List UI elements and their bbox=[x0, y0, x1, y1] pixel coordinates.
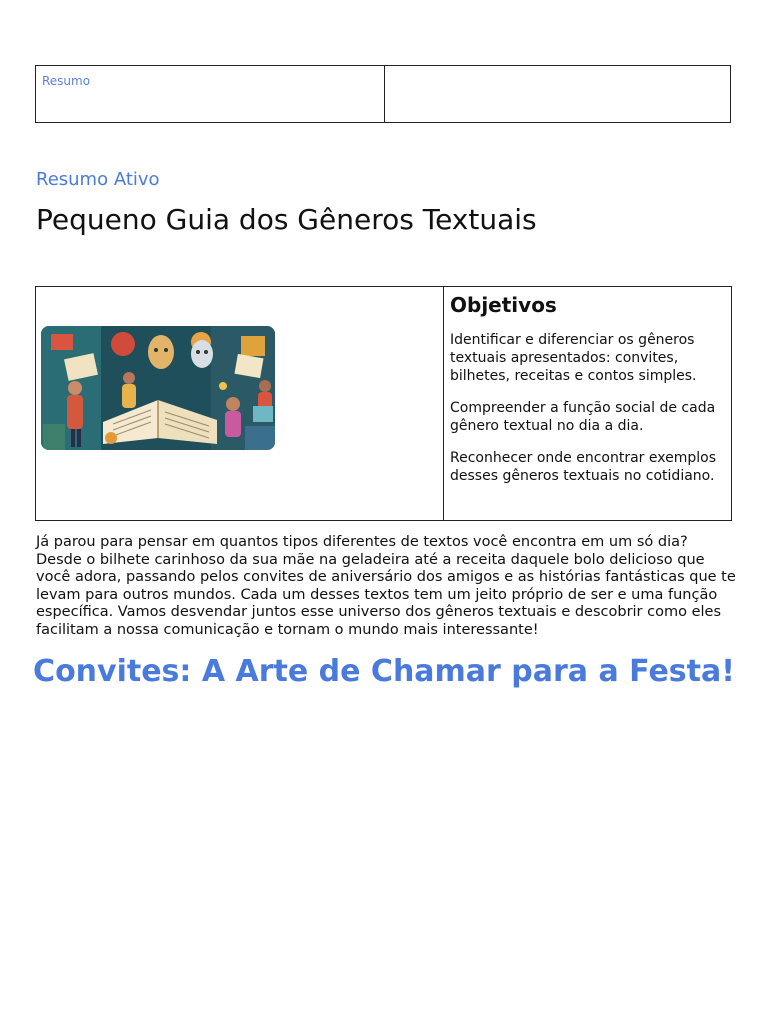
objective-item: Identificar e diferenciar os gêneros textuais apresentados: convites, bilhetes, receitas e contos simples. bbox=[450, 332, 697, 384]
objective-item: Reconhecer onde encontrar exemplos desses gêneros textuais no cotidiano. bbox=[450, 450, 716, 484]
section-heading: Convites: A Arte de Chamar para a Festa! bbox=[33, 654, 735, 689]
header-cell-left bbox=[36, 66, 385, 122]
objectives-table bbox=[35, 286, 732, 521]
objective-item: Compreender a função social de cada gênero textual no dia a dia. bbox=[450, 400, 716, 434]
objectives-cell bbox=[444, 287, 731, 520]
header-table bbox=[35, 65, 731, 123]
kicker-label: Resumo Ativo bbox=[36, 169, 160, 190]
page-title: Pequeno Guia dos Gêneros Textuais bbox=[36, 203, 537, 236]
header-label: Resumo bbox=[42, 74, 91, 88]
illustration-image bbox=[41, 326, 275, 450]
illustration-cell bbox=[36, 287, 444, 520]
header-cell-right bbox=[385, 66, 730, 122]
intro-paragraph: Já parou para pensar em quantos tipos diferentes de textos você encontra em um só dia? Desde o bilhete carinhoso da sua mãe na geladeira até a receita daquele bolo delicioso que você adora, passando pelos convites de aniversário dos amigos e as histórias fantásticas que te levam para outros mundos. Cada um desses textos tem um jeito próprio de ser e uma função específica. Vamos desvendar juntos esse universo dos gêneros textuais e descobrir como eles facilitam a nossa comunicação e tornam o mundo mais interessante! bbox=[36, 534, 736, 638]
objectives-heading: Objetivos bbox=[450, 293, 557, 317]
